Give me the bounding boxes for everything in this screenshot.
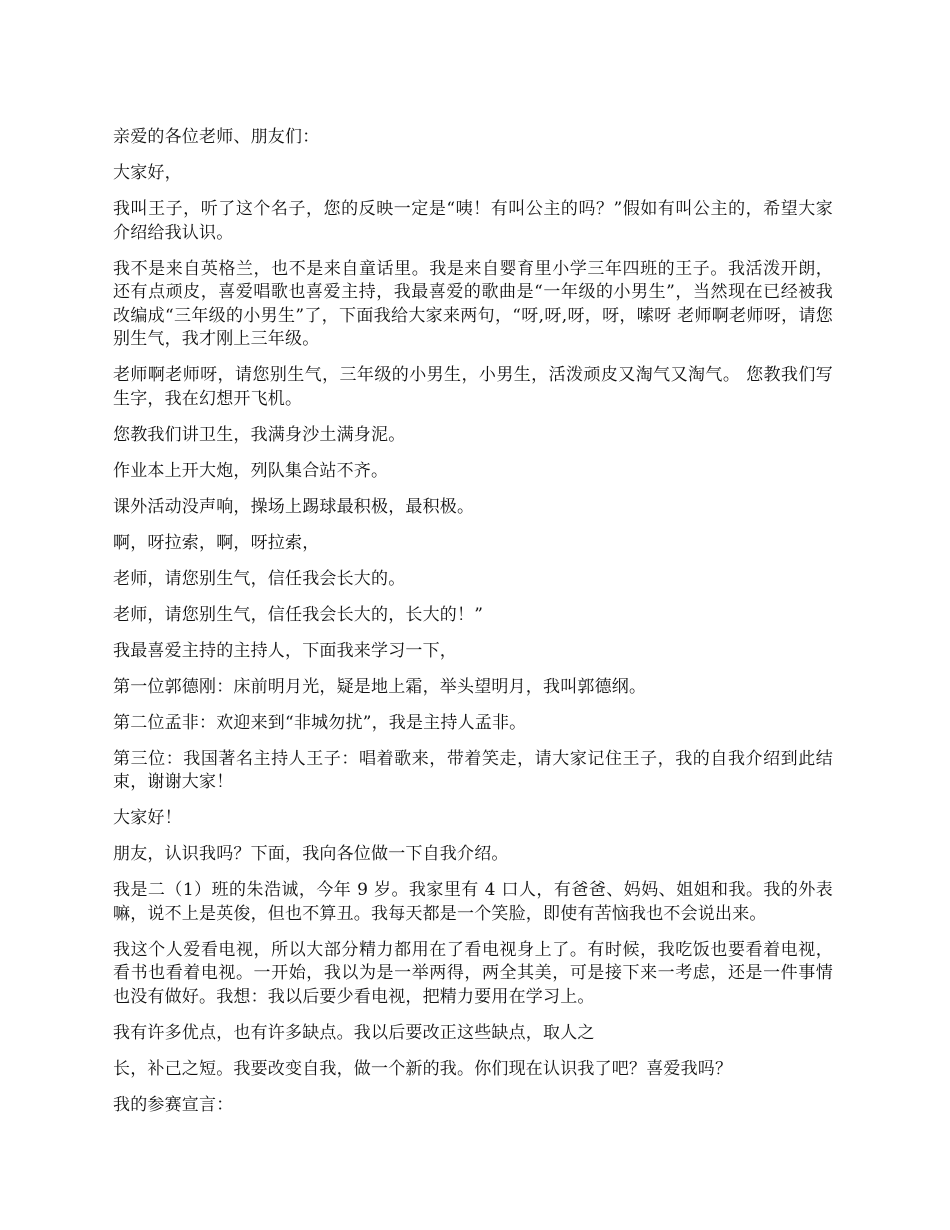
paragraph: 我叫王子，听了这个名子，您的反映一定是“咦！有叫公主的吗？”假如有叫公主的，希望大家介绍给我认识。 <box>113 199 833 243</box>
paragraph: 老师啊老师呀，请您别生气，三年级的小男生，小男生，活泼顽皮又淘气又淘气。 您教我们写生字，我在幻想开飞机。 <box>113 365 833 409</box>
paragraph: 我是二（1）班的朱浩诚，今年 9 岁。我家里有 4 口人，有爸爸、妈妈、姐姐和我。我的外表嘛，说不上是英俊，但也不算丑。我每天都是一个笑脸，即使有苦恼我也不会说出来。 <box>113 880 833 924</box>
paragraph: 大家好！ <box>113 808 182 828</box>
paragraph: 第三位：我国著名主持人王子：唱着歌来，带着笑走，请大家记住王子，我的自我介绍到此结束，谢谢大家！ <box>113 748 833 792</box>
paragraph: 我不是来自英格兰，也不是来自童话里。我是来自婴育里小学三年四班的王子。我活泼开朗，还有点顽皮，喜爱唱歌也喜爱主持，我最喜爱的歌曲是“一年级的小男生”，当然现在已经被我改编成“三年级的小男生”了，下面我给大家来两句，“呀,呀,呀，呀，嗦呀 老师啊老师呀，请您别生气，我才刚上三年级。 <box>113 258 833 349</box>
paragraph: 亲爱的各位老师、朋友们： <box>113 127 320 147</box>
paragraph: 我的参赛宣言： <box>113 1094 234 1115</box>
paragraph: 朋友，认识我吗？下面，我向各位做一下自我介绍。 <box>113 844 509 864</box>
paragraph: 作业本上开大炮，列队集合站不齐。 <box>113 460 389 481</box>
paragraph: 第二位孟非：欢迎来到“非城勿扰”，我是主持人孟非。 <box>113 712 527 733</box>
paragraph: 老师，请您别生气，信任我会长大的，长大的！” <box>113 604 484 625</box>
document-body <box>113 126 833 1130</box>
paragraph: 我最喜爱主持的主持人，下面我来学习一下， <box>113 640 457 661</box>
paragraph: 第一位郭德刚：床前明月光，疑是地上霜，举头望明月，我叫郭德纲。 <box>113 676 647 697</box>
paragraph: 课外活动没声响，操场上踢球最积极，最积极。 <box>113 496 475 517</box>
paragraph: 啊，呀拉索，啊，呀拉索， <box>113 532 320 553</box>
paragraph: 您教我们讲卫生，我满身沙土满身泥。 <box>113 424 406 445</box>
paragraph: 我有许多优点，也有许多缺点。我以后要改正这些缺点，取人之 <box>113 1022 595 1043</box>
paragraph: 我这个人爱看电视，所以大部分精力都用在了看电视身上了。有时候，我吃饭也要看着电视，看书也看着电视。一开始，我以为是一举两得，两全其美，可是接下来一考虑，还是一件事情也没有做好。我想：我以后要少看电视，把精力要用在学习上。 <box>113 939 833 1007</box>
paragraph: 大家好， <box>113 163 182 183</box>
paragraph: 长，补己之短。我要改变自我，做一个新的我。你们现在认识我了吧？喜爱我吗？ <box>113 1058 733 1079</box>
paragraph: 老师，请您别生气，信任我会长大的。 <box>113 568 406 589</box>
